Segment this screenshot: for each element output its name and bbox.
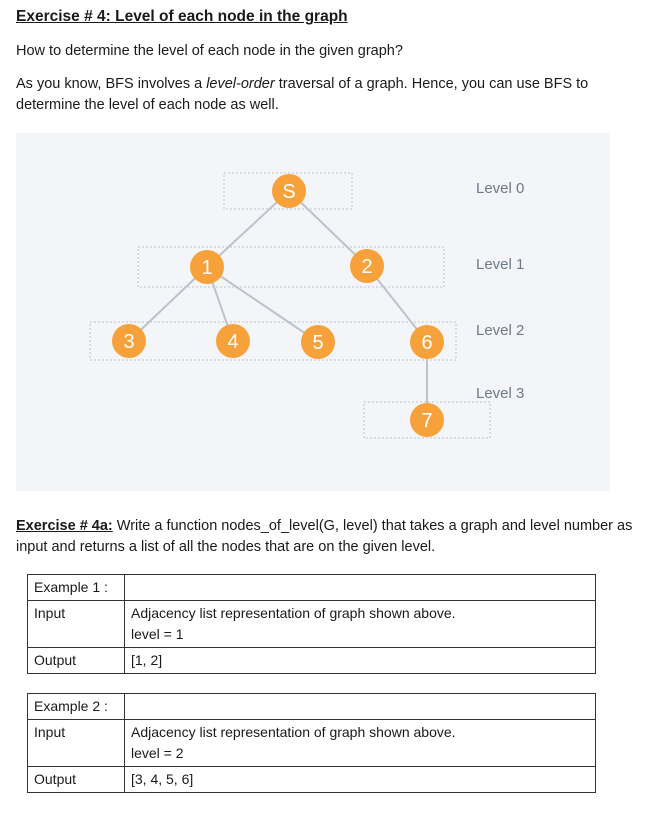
table-row [28,720,596,767]
table-row [28,767,596,793]
table-row [28,648,596,674]
input-line-2: level = 2 [131,745,184,761]
input-line-2: level = 1 [131,626,184,642]
graph-diagram [16,133,610,491]
table-row [28,601,596,648]
exercise-4a-paragraph [16,516,636,558]
graph-node-label: 4 [227,331,239,353]
level-label: Level 2 [476,322,525,339]
input-value [125,601,596,648]
exercise-heading: Exercise # 4: Level of each node in the graph [16,8,348,25]
input-value [125,720,596,767]
output-value: [1, 2] [125,648,596,674]
example-title: Example 1 : [28,575,125,601]
graph-node-label: 3 [123,331,135,353]
level-label: Level 3 [476,385,525,402]
graph-node-label: 5 [312,332,324,354]
question-text: How to determine the level of each node in the given graph? [16,43,403,59]
graph-node-label: S [282,181,296,203]
exercise-4a-label: Exercise # 4a: [16,518,113,534]
graph-figure [16,133,610,491]
graph-node-label: 2 [361,256,373,278]
output-value: [3, 4, 5, 6] [125,767,596,793]
intro-text-before: As you know, BFS involves a [16,76,207,92]
intro-emphasis: level-order [206,76,275,92]
input-line-1: Adjacency list representation of graph shown above. [131,605,456,621]
input-label: Input [28,601,125,648]
input-line-1: Adjacency list representation of graph shown above. [131,724,456,740]
exercise-4a-text: Write a function nodes_of_level(G, level) that takes a graph and level number as input and returns a list of all the nodes that are on the given level. [16,518,633,555]
input-label: Input [28,720,125,767]
level-label: Level 1 [476,256,525,273]
table-row [28,694,596,720]
example-1-table [27,574,596,674]
intro-paragraph [16,74,636,116]
graph-node-label: 7 [421,410,433,432]
table-row [28,575,596,601]
output-label: Output [28,767,125,793]
output-label: Output [28,648,125,674]
example-2-table [27,693,596,793]
intro-text-after: traversal of a graph. Hence, you can use BFS to determine the level of each node as well. [16,76,589,113]
level-label: Level 0 [476,180,525,197]
example-title-blank [125,694,596,720]
example-title-blank [125,575,596,601]
level-box [138,247,444,287]
example-title: Example 2 : [28,694,125,720]
graph-node-label: 6 [421,332,433,354]
graph-node-label: 1 [201,257,213,279]
